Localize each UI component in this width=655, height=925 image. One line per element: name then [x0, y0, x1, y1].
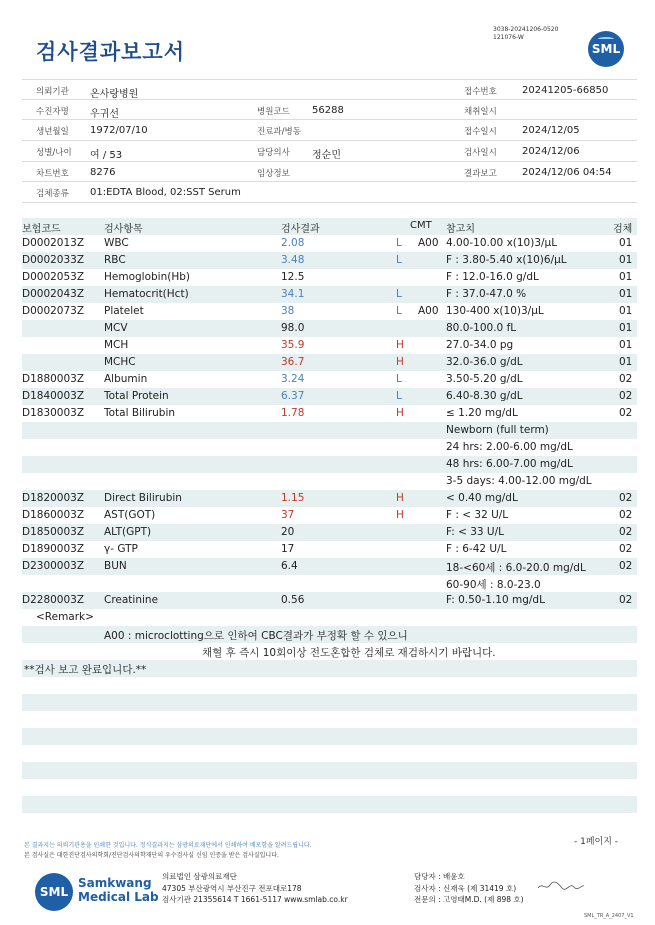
table-row [22, 354, 637, 371]
blank-row [22, 796, 637, 813]
remark-label-row [22, 609, 637, 626]
dept-label: 진료과/병동 [257, 127, 301, 138]
result-code: D0002013Z [22, 237, 85, 249]
result-rows [22, 235, 637, 609]
result-ref: 6.40-8.30 g/dL [446, 390, 523, 402]
table-row [22, 473, 637, 490]
table-row [22, 269, 637, 286]
result-code: D0002073Z [22, 305, 85, 317]
result-code: D1860003Z [22, 509, 85, 521]
result-flag: H [396, 407, 404, 419]
sex-age-label: 성별/나이 [36, 148, 72, 159]
table-row [22, 422, 637, 439]
result-item: MCV [104, 322, 128, 334]
footer-staff [414, 871, 524, 906]
table-row [22, 405, 637, 422]
result-ref: 32.0-36.0 g/dL [446, 356, 523, 368]
result-ref: F : 37.0-47.0 % [446, 288, 527, 300]
remark-line-2: 채혈 후 즉시 10회이상 전도혼합한 검체로 재검하시기 바랍니다. [202, 647, 496, 659]
result-item: Albumin [104, 373, 148, 385]
birth-value: 1972/07/10 [90, 125, 148, 137]
report-done-row [22, 660, 637, 677]
footer-org-name: 의료법인 삼광의료재단 [162, 872, 237, 881]
result-ref: 18-<60세 : 6.0-20.0 mg/dL [446, 562, 586, 574]
result-value: 1.78 [281, 407, 305, 419]
document-code-line-1: 3038-20241206-0520 [493, 26, 559, 33]
result-ref: 3-5 days: 4.00-12.00 mg/dL [446, 475, 592, 487]
result-specimen: 02 [619, 390, 633, 402]
result-specimen: 02 [619, 526, 633, 538]
result-flag: H [396, 492, 404, 504]
receipt-date-value: 2024/12/05 [522, 125, 580, 137]
result-specimen: 02 [619, 509, 633, 521]
table-row [22, 286, 637, 303]
result-item: Hematocrit(Hct) [104, 288, 189, 300]
table-row [22, 320, 637, 337]
result-ref: 60-90세 : 8.0-23.0 [446, 579, 541, 591]
table-row [22, 303, 637, 320]
result-flag: L [396, 237, 402, 249]
result-ref: F : < 32 U/L [446, 509, 509, 521]
table-row [22, 388, 637, 405]
result-flag: H [396, 339, 404, 351]
result-item: MCH [104, 339, 129, 351]
result-flag: H [396, 509, 404, 521]
result-item: Hemoglobin(Hb) [104, 271, 191, 283]
result-value: 6.4 [281, 560, 298, 572]
disclaimer-line-1: 본 결과지는 의뢰기관용을 인쇄한 것입니다. 정식결과지는 삼광의료재단에서 인쇄하여 배포함을 알려드립니다. [24, 842, 312, 849]
logo-text: SML [591, 42, 621, 56]
result-ref: 80.0-100.0 fL [446, 322, 517, 334]
patient-label: 수진자명 [36, 106, 69, 117]
result-item: ALT(GPT) [104, 526, 152, 538]
result-flag: L [396, 254, 402, 266]
hospital-code-value: 56288 [312, 104, 344, 116]
result-item: WBC [104, 237, 129, 249]
result-ref: Newborn (full term) [446, 424, 549, 436]
table-row [22, 524, 637, 541]
footer-brand-line-2: Medical Lab [78, 890, 159, 904]
result-value: 38 [281, 305, 295, 317]
result-ref: 130-400 x(10)3/μL [446, 305, 544, 317]
specimen-label: 검체종류 [36, 189, 69, 200]
results-header [22, 218, 637, 235]
result-code: D1850003Z [22, 526, 85, 538]
chart-no-label: 차트번호 [36, 168, 69, 179]
test-date-label: 검사일시 [464, 148, 497, 159]
result-value: 20 [281, 526, 295, 538]
staff-specialist: 전문의 : 고영태M.D. (제 898 호) [414, 895, 524, 904]
result-code: D2280003Z [22, 594, 85, 606]
result-specimen: 01 [619, 271, 633, 283]
result-item: AST(GOT) [104, 509, 156, 521]
result-value: 2.08 [281, 237, 305, 249]
result-cmt: A00 [418, 237, 439, 249]
table-row [22, 541, 637, 558]
result-value: 6.37 [281, 390, 305, 402]
remark-line-row [22, 626, 637, 643]
receipt-no-value: 20241205-66850 [522, 85, 609, 96]
institution-value: 온사랑병원 [90, 89, 139, 100]
info-row [22, 79, 637, 100]
result-item: Total Bilirubin [104, 407, 176, 419]
result-value: 98.0 [281, 322, 305, 334]
result-code: D1880003Z [22, 373, 85, 385]
result-ref: 48 hrs: 6.00-7.00 mg/dL [446, 458, 573, 470]
result-ref: F: < 33 U/L [446, 526, 505, 538]
page-number: - 1페이지 - [574, 837, 619, 847]
result-item: Total Protein [104, 390, 169, 402]
document-code-line-2: 121076-W [493, 34, 524, 41]
header-result: 검사결과 [281, 224, 320, 235]
result-value: 3.48 [281, 254, 305, 266]
result-ref: ≤ 1.20 mg/dL [446, 407, 518, 419]
result-specimen: 01 [619, 288, 633, 300]
report-date-value: 2024/12/06 04:54 [522, 166, 612, 178]
result-code: D1830003Z [22, 407, 85, 419]
table-row [22, 252, 637, 269]
receipt-no-label: 접수번호 [464, 87, 497, 97]
birth-label: 생년월일 [36, 127, 69, 138]
result-specimen: 02 [619, 373, 633, 385]
result-item: MCHC [104, 356, 136, 368]
result-specimen: 01 [619, 305, 633, 317]
result-ref: F: 0.50-1.10 mg/dL [446, 594, 545, 606]
clinical-label: 임상정보 [257, 168, 290, 179]
result-ref: < 0.40 mg/dL [446, 492, 518, 504]
receipt-date-label: 접수일시 [464, 127, 497, 138]
result-specimen: 02 [619, 407, 633, 419]
result-ref: 27.0-34.0 pg [446, 339, 514, 351]
logo-swoosh-icon [598, 37, 614, 41]
result-code: D0002033Z [22, 254, 85, 266]
sml-logo [588, 31, 624, 67]
table-row [22, 439, 637, 456]
result-code: D1890003Z [22, 543, 85, 555]
result-item: Direct Bilirubin [104, 492, 182, 504]
result-flag: L [396, 305, 402, 317]
info-row [22, 162, 637, 183]
result-ref: 3.50-5.20 g/dL [446, 373, 523, 385]
results-table [22, 218, 637, 677]
hospital-code-label: 병원코드 [257, 106, 290, 117]
patient-info-table [22, 79, 637, 203]
result-value: 17 [281, 543, 295, 555]
signature-icon [536, 880, 586, 892]
table-row [22, 337, 637, 354]
result-flag: L [396, 288, 402, 300]
patient-value: 우귀선 [90, 108, 119, 120]
sex-age-value: 여 / 53 [90, 150, 123, 162]
blank-row [22, 762, 637, 779]
blank-row [22, 728, 637, 745]
footer-org-contact: 검사기관 21355614 T 1661-5117 www.smlab.co.kr [162, 895, 348, 904]
info-row [22, 141, 637, 162]
info-row [22, 100, 637, 121]
result-code: D2300003Z [22, 560, 85, 572]
report-done-text: **검사 보고 완료입니다.** [24, 664, 147, 676]
result-value: 3.24 [281, 373, 305, 385]
result-code: D1820003Z [22, 492, 85, 504]
result-item: γ- GTP [104, 543, 138, 555]
result-specimen: 02 [619, 543, 633, 555]
staff-tester: 검사자 : 신재욱 (제 31419 호) [414, 883, 517, 893]
result-value: 37 [281, 509, 295, 521]
result-flag: L [396, 390, 402, 402]
result-ref: F : 6-42 U/L [446, 543, 507, 555]
header-cmt: CMT [410, 220, 432, 231]
footer-org-address: 47305 부산광역시 부산진구 전포대로178 [162, 883, 302, 893]
result-specimen: 02 [619, 492, 633, 504]
result-flag: L [396, 373, 402, 385]
table-row [22, 575, 637, 592]
header-item: 검사항목 [104, 224, 143, 235]
result-specimen: 01 [619, 322, 633, 334]
result-code: D0002053Z [22, 271, 85, 283]
result-flag: H [396, 356, 404, 368]
result-value: 0.56 [281, 594, 305, 606]
result-value: 1.15 [281, 492, 305, 504]
doctor-label: 담당의사 [257, 148, 290, 159]
result-specimen: 01 [619, 254, 633, 266]
blank-row [22, 694, 637, 711]
result-specimen: 01 [619, 339, 633, 351]
remark-label: <Remark> [36, 611, 94, 623]
result-ref: F : 12.0-16.0 g/dL [446, 271, 539, 283]
remark-line-row [22, 643, 637, 660]
result-value: 12.5 [281, 271, 305, 283]
report-date-label: 결과보고 [464, 168, 497, 179]
header-spec: 검체 [613, 224, 633, 235]
footer-brand [78, 876, 159, 904]
result-specimen: 02 [619, 594, 633, 606]
result-specimen: 01 [619, 237, 633, 249]
result-cmt: A00 [418, 305, 439, 317]
result-value: 34.1 [281, 288, 305, 300]
collect-time-label: 채취일시 [464, 106, 497, 117]
result-code: D0002043Z [22, 288, 85, 300]
disclaimer-line-2: 본 검사실은 대한진단검사의학회/진단검사의학재단의 우수검사실 신임 인증을 받은 검사실입니다. [24, 852, 279, 859]
table-row [22, 558, 637, 575]
table-row [22, 456, 637, 473]
result-specimen: 02 [619, 560, 633, 572]
doctor-value: 정순민 [312, 150, 341, 162]
footer-logo: SML [35, 873, 73, 911]
test-date-value: 2024/12/06 [522, 146, 580, 158]
table-row [22, 490, 637, 507]
table-row [22, 235, 637, 252]
remark-line-1: A00 : microclotting으로 인하여 CBC결과가 부정확 할 수 있으니 [104, 630, 408, 642]
result-ref: 4.00-10.00 x(10)3/μL [446, 237, 558, 249]
header-code: 보험코드 [22, 224, 61, 235]
staff-manager: 담당자 : 배윤호 [414, 872, 465, 881]
result-value: 35.9 [281, 339, 305, 351]
result-item: Platelet [104, 305, 144, 317]
result-specimen: 01 [619, 356, 633, 368]
info-row [22, 182, 637, 203]
result-code: D1840003Z [22, 390, 85, 402]
result-ref: F : 3.80-5.40 x(10)6/μL [446, 254, 567, 266]
footer-org [162, 871, 348, 906]
result-ref: 24 hrs: 2.00-6.00 mg/dL [446, 441, 573, 453]
table-row [22, 592, 637, 609]
result-item: BUN [104, 560, 127, 572]
institution-label: 의뢰기관 [36, 87, 69, 97]
info-row [22, 120, 637, 141]
header-ref: 참고치 [446, 224, 475, 235]
table-row [22, 507, 637, 524]
footer-brand-line-1: Samkwang [78, 876, 152, 890]
specimen-value: 01:EDTA Blood, 02:SST Serum [90, 187, 241, 199]
page-title: 검사결과보고서 [36, 40, 186, 64]
document-code [493, 26, 558, 42]
result-item: Creatinine [104, 594, 159, 606]
form-code: SML_TR_A_2407_V1 [584, 913, 634, 919]
result-item: RBC [104, 254, 126, 266]
result-value: 36.7 [281, 356, 305, 368]
chart-no-value: 8276 [90, 166, 116, 178]
table-row [22, 371, 637, 388]
